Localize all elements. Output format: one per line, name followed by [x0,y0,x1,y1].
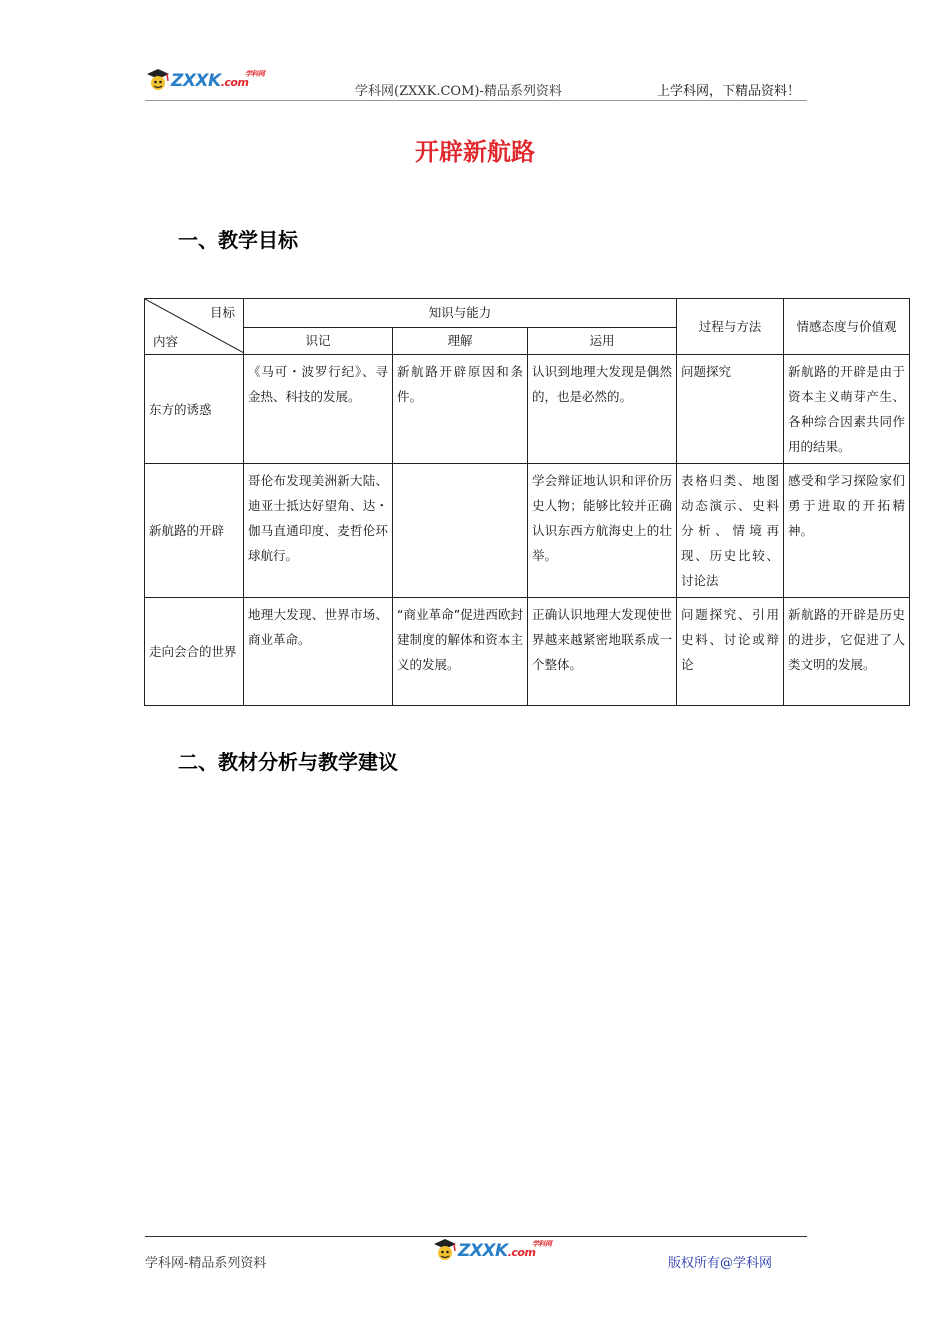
table-cell: 表格归类、地图动态演示、史料分析、情境再现、历史比较、讨论法 [677,464,784,598]
table-row [145,355,910,464]
emotion-header: 情感态度与价值观 [784,299,910,355]
row-label: 走向会合的世界 [145,598,244,706]
table-cell: 认识到地理大发现是偶然的，也是必然的。 [528,355,677,464]
logo-dot-com: .com [220,76,249,89]
table-cell: 学会辩证地认识和评价历史人物；能够比较并正确认识东西方航海史上的壮举。 [528,464,677,598]
header-logo [145,68,265,94]
graduate-mascot-icon [432,1238,458,1264]
table-cell: 哥伦布发现美洲新大陆、迪亚士抵达好望角、达・伽马直通印度、麦哲伦环球航行。 [244,464,393,598]
knowledge-group-header: 知识与能力 [244,299,677,328]
row-label: 东方的诱惑 [145,355,244,464]
table-cell: 感受和学习探险家们勇于进取的开拓精神。 [784,464,910,598]
corner-bottom-label: 内容 [153,334,179,349]
header-divider [145,100,807,101]
footer-left-text: 学科网-精品系列资料 [145,1256,267,1271]
table-cell: 《马可・波罗行纪》、寻金热、科技的发展。 [244,355,393,464]
corner-cell [145,299,244,355]
table-header-row [145,299,910,328]
page-title: 开辟新航路 [415,138,535,166]
logo-text: ZXXK [458,1241,508,1261]
table-cell: 问题探究 [677,355,784,464]
graduate-mascot-icon [145,68,171,94]
header-center-text: 学科网(ZXXK.COM)-精品系列资料 [355,84,562,99]
subheader-understand: 理解 [393,328,528,355]
header-right-text: 上学科网，下精品资料！ [657,84,801,99]
table-cell: “商业革命”促进西欧封建制度的解体和资本主义的发展。 [393,598,528,706]
footer-divider [145,1236,807,1237]
logo-small-text: 学科网 [244,70,265,78]
row-label: 新航路的开辟 [145,464,244,598]
table-cell: 问题探究、引用史料、讨论或辩论 [677,598,784,706]
table-cell: 正确认识地理大发现使世界越来越紧密地联系成一个整体。 [528,598,677,706]
corner-top-label: 目标 [209,305,235,320]
table-cell: 新航路的开辟是历史的进步，它促进了人类文明的发展。 [784,598,910,706]
table-row [145,464,910,598]
teaching-goals-table [144,298,910,706]
logo-dot-com: .com [507,1246,536,1259]
subheader-memorize: 识记 [244,328,393,355]
logo-text: ZXXK [171,71,221,91]
logo-small-text: 学科网 [531,1240,552,1248]
table-row [145,598,910,706]
table-cell: 新航路的开辟是由于资本主义萌芽产生、各种综合因素共同作用的结果。 [784,355,910,464]
section-heading-analysis: 二、教材分析与教学建议 [178,750,398,774]
section-heading-goals: 一、教学目标 [178,228,298,252]
table-cell: 新航路开辟原因和条件。 [393,355,528,464]
process-header: 过程与方法 [677,299,784,355]
table-cell: 地理大发现、世界市场、商业革命。 [244,598,393,706]
subheader-apply: 运用 [528,328,677,355]
table-cell [393,464,528,598]
footer-logo [432,1238,552,1264]
footer-copyright-text: 版权所有@学科网 [668,1256,773,1271]
